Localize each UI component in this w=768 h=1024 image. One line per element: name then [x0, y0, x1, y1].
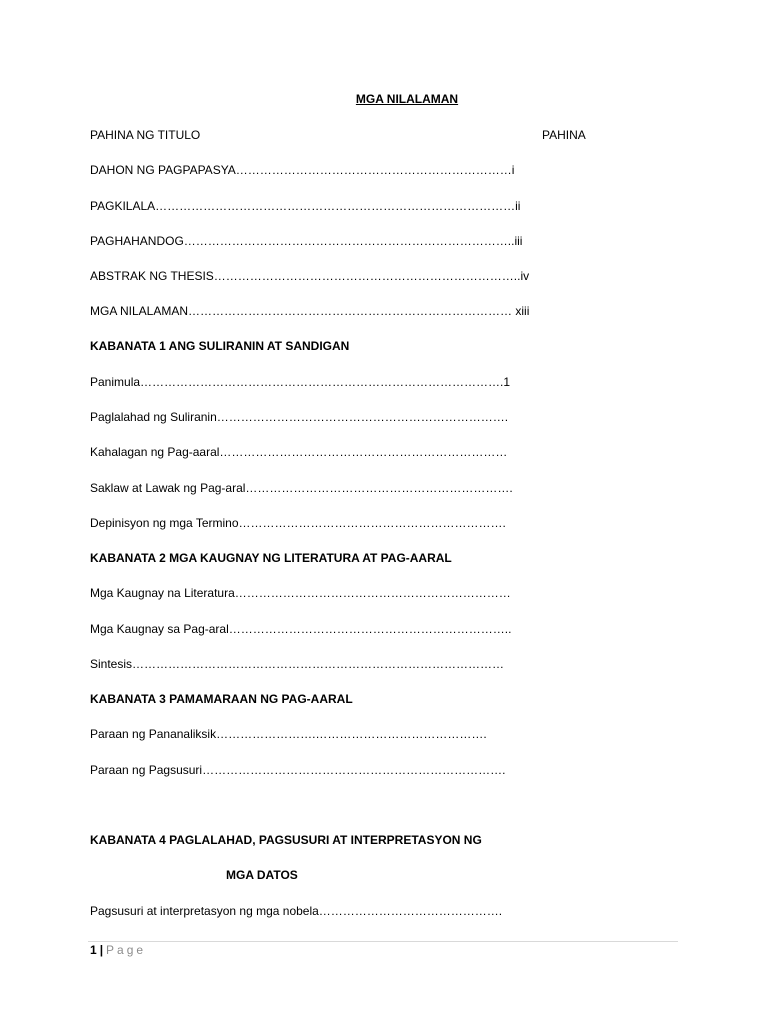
- toc-entry: DAHON NG PAGPAPASYA……………………………………………………………i: [90, 163, 515, 177]
- toc-entry: Panimula……………………………………………………………………………….1: [90, 375, 511, 389]
- toc-entry: PAGKILALA………………………………………………………………………………ii: [90, 199, 521, 213]
- toc-entry: Kahalagan ng Pag-aaral………………………………………………………………: [90, 445, 508, 459]
- chapter-3-heading: KABANATA 3 PAMAMARAAN NG PAG-AARAL: [90, 692, 353, 706]
- toc-entry: Sintesis…………………………………………………………………………………: [90, 657, 505, 671]
- chapter-1-heading: KABANATA 1 ANG SULIRANIN AT SANDIGAN: [90, 339, 350, 353]
- chapter-4-heading: KABANATA 4 PAGLALAHAD, PAGSUSURI AT INTERPRETASYON NG: [90, 833, 482, 847]
- page-label: Page: [106, 943, 147, 957]
- toc-title: MGA NILALAMAN: [355, 92, 459, 106]
- page-footer: [90, 943, 146, 957]
- header-right-label: PAHINA: [542, 128, 586, 142]
- toc-entry: Pagsusuri at interpretasyon ng mga nobela……………………………………….: [90, 904, 503, 918]
- toc-entry: PAGHAHANDOG………………………………………………………………………..iii: [90, 234, 523, 248]
- toc-entry: Paglalahad ng Suliranin……………………………………………………………….: [90, 410, 509, 424]
- footer-divider: [88, 941, 678, 942]
- toc-entry: ABSTRAK NG THESIS…………………………………………………………………..iv: [90, 269, 530, 283]
- header-left-label: PAHINA NG TITULO: [90, 128, 201, 142]
- toc-entry: Mga Kaugnay sa Pag-aral……………………………………………………………..: [90, 622, 512, 636]
- toc-entry: MGA NILALAMAN……………………………………………………………………… xiii: [90, 304, 530, 318]
- toc-entry: Paraan ng Pagsusuri………………………………………………………………….: [90, 763, 506, 777]
- toc-entry: Depinisyon ng mga Termino………………………………………………………….: [90, 516, 506, 530]
- toc-entry: Mga Kaugnay na Literatura……………………………………………………………: [90, 586, 511, 600]
- page-number: 1: [90, 943, 97, 957]
- chapter-4-heading-continued: MGA DATOS: [226, 868, 298, 882]
- chapter-2-heading: KABANATA 2 MGA KAUGNAY NG LITERATURA AT PAG-AARAL: [90, 551, 452, 565]
- toc-entry: Paraan ng Pananaliksik…………………….…………………………………….: [90, 727, 487, 741]
- toc-entry: Saklaw at Lawak ng Pag-aral………………………………………………………….: [90, 481, 513, 495]
- footer-separator: |: [99, 943, 104, 957]
